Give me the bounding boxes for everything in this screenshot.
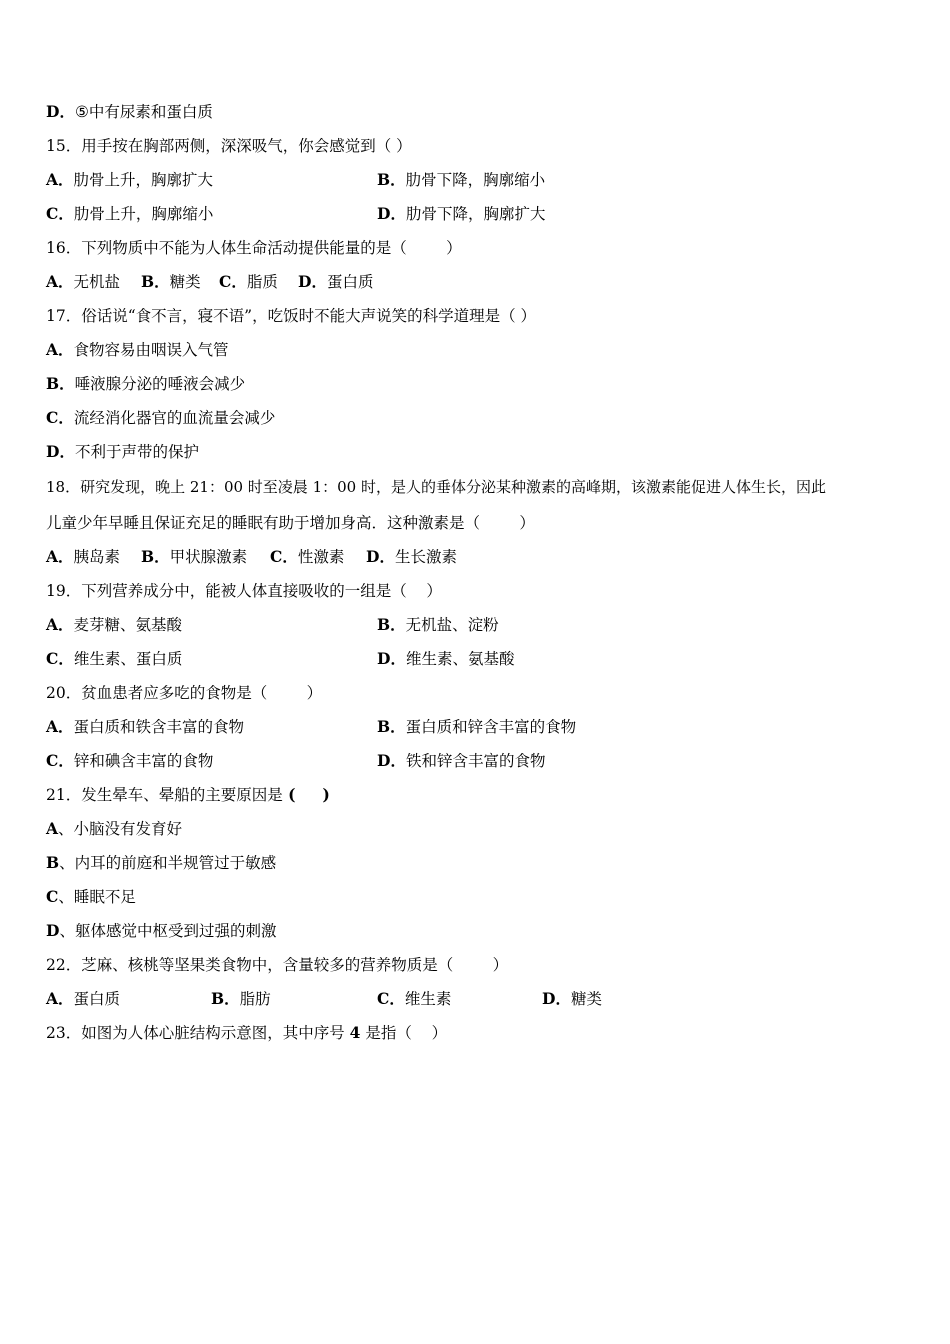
option-text: 糖类 xyxy=(169,273,201,291)
option-text: 锌和碘含丰富的食物 xyxy=(73,752,214,770)
option-text: ⑤中有尿素和蛋白质 xyxy=(74,103,213,121)
option-text: 肋骨上升，胸廓扩大 xyxy=(73,171,214,189)
option-label: B xyxy=(46,853,60,872)
option-label: B． xyxy=(46,374,75,393)
q21-option-a xyxy=(46,819,182,839)
q22-stem: 22．芝麻、核桃等坚果类食物中，含量较多的营养物质是（ ） xyxy=(46,956,509,974)
option-label: D． xyxy=(46,442,75,461)
option-text: 唾液腺分泌的唾液会减少 xyxy=(74,375,246,393)
q18-stem-line1: 18．研究发现，晚上 21：00 时至凌晨 1：00 时，是人的垂体分泌某种激素的高峰期，该激素能促进人体生长，因此 xyxy=(46,478,826,496)
q17-option-d xyxy=(46,442,199,462)
option-text: 蛋白质和锌含丰富的食物 xyxy=(405,718,577,736)
option-label: B． xyxy=(377,615,406,634)
q23-stem xyxy=(46,1023,447,1043)
q21-stem xyxy=(46,785,330,805)
option-label: D xyxy=(46,921,60,940)
option-text: 脂肪 xyxy=(239,990,271,1008)
q21-answer-paren: ( ) xyxy=(282,785,330,804)
option-text: 铁和锌含丰富的食物 xyxy=(405,752,546,770)
option-label: A xyxy=(46,819,59,838)
option-text: 肋骨下降，胸廓扩大 xyxy=(405,205,546,223)
option-label: D． xyxy=(377,649,406,668)
option-label: B． xyxy=(377,717,406,736)
option-text: 糖类 xyxy=(570,990,602,1008)
q19-option-b xyxy=(377,615,499,635)
option-text: 蛋白质和铁含丰富的食物 xyxy=(73,718,245,736)
option-label: A． xyxy=(46,170,74,189)
option-text: 、睡眠不足 xyxy=(58,888,136,906)
option-text: 脂质 xyxy=(246,273,278,291)
q15-option-d xyxy=(377,204,545,224)
option-text: 麦芽糖、氨基酸 xyxy=(73,616,183,634)
option-text: 维生素、氨基酸 xyxy=(405,650,515,668)
q17-option-c xyxy=(46,408,275,428)
option-text: 、内耳的前庭和半规管过于敏感 xyxy=(59,854,277,872)
q18-option-a xyxy=(46,547,120,567)
q17-stem: 17．俗话说“食不言，寝不语”，吃饭时不能大声说笑的科学道理是（ ） xyxy=(46,307,537,325)
option-text: 食物容易由咽误入气管 xyxy=(73,341,229,359)
q20-option-c xyxy=(46,751,213,771)
q22-option-a xyxy=(46,989,120,1009)
option-label: A． xyxy=(46,272,74,291)
q18-stem-line2: 儿童少年早睡且保证充足的睡眠有助于增加身高．这种激素是（ ） xyxy=(46,514,535,532)
option-label: D． xyxy=(46,102,75,121)
option-text: 蛋白质 xyxy=(73,990,121,1008)
q16-option-c xyxy=(219,272,278,292)
q18-option-d xyxy=(366,547,457,567)
option-text: 、小脑没有发育好 xyxy=(58,820,183,838)
q21-option-c xyxy=(46,887,136,907)
q17-option-a xyxy=(46,340,229,360)
q15-stem: 15．用手按在胸部两侧，深深吸气，你会感觉到（ ） xyxy=(46,137,412,155)
q20-option-b xyxy=(377,717,576,737)
option-text: 、躯体感觉中枢受到过强的刺激 xyxy=(59,922,277,940)
option-text: 胰岛素 xyxy=(73,548,121,566)
option-label: D． xyxy=(366,547,395,566)
option-label: B． xyxy=(377,170,406,189)
option-label: A． xyxy=(46,547,74,566)
q16-option-a xyxy=(46,272,120,292)
q16-option-d xyxy=(298,272,373,292)
option-label: C． xyxy=(46,204,74,223)
option-text: 流经消化器官的血流量会减少 xyxy=(73,409,276,427)
option-text: 无机盐、淀粉 xyxy=(405,616,499,634)
option-text: 肋骨上升，胸廓缩小 xyxy=(73,205,214,223)
q20-stem: 20．贫血患者应多吃的食物是（ ） xyxy=(46,684,323,702)
q22-option-d xyxy=(542,989,602,1009)
q20-option-a xyxy=(46,717,244,737)
option-label: C． xyxy=(377,989,405,1008)
q19-option-d xyxy=(377,649,514,669)
q18-option-c xyxy=(270,547,344,567)
option-label: C． xyxy=(270,547,298,566)
option-label: C xyxy=(46,887,59,906)
option-text: 甲状腺激素 xyxy=(169,548,248,566)
option-label: C． xyxy=(46,649,74,668)
q16-stem: 16．下列物质中不能为人体生命活动提供能量的是（ ） xyxy=(46,239,462,257)
q20-option-d xyxy=(377,751,545,771)
option-text: 性激素 xyxy=(297,548,345,566)
option-text: 肋骨下降，胸廓缩小 xyxy=(405,171,546,189)
q23-stem-tail: 是指（ ） xyxy=(360,1024,448,1042)
option-label: B． xyxy=(141,272,170,291)
option-label: B． xyxy=(141,547,170,566)
q15-option-a xyxy=(46,170,213,190)
q19-option-c xyxy=(46,649,182,669)
option-label: D． xyxy=(298,272,327,291)
option-text: 生长激素 xyxy=(394,548,457,566)
option-label: D． xyxy=(377,751,406,770)
q19-option-a xyxy=(46,615,182,635)
q15-option-c xyxy=(46,204,213,224)
q22-option-b xyxy=(211,989,271,1009)
q14-option-d xyxy=(46,102,213,122)
q21-stem-text: 21．发生晕车、晕船的主要原因是 xyxy=(46,786,283,804)
q15-option-b xyxy=(377,170,545,190)
option-label: B． xyxy=(211,989,240,1008)
q23-stem-text: 23．如图为人体心脏结构示意图，其中序号 xyxy=(46,1024,350,1042)
option-label: D． xyxy=(377,204,406,223)
q16-option-b xyxy=(141,272,201,292)
option-label: A． xyxy=(46,717,74,736)
option-text: 蛋白质 xyxy=(326,273,374,291)
option-text: 维生素、蛋白质 xyxy=(73,650,183,668)
option-label: C． xyxy=(219,272,247,291)
q21-option-d xyxy=(46,921,276,941)
option-label: A． xyxy=(46,615,74,634)
option-label: A． xyxy=(46,340,74,359)
q23-number: 4 xyxy=(349,1023,361,1042)
q22-option-c xyxy=(377,989,451,1009)
q19-stem: 19．下列营养成分中，能被人体直接吸收的一组是（ ） xyxy=(46,582,442,600)
option-text: 无机盐 xyxy=(73,273,121,291)
q21-option-b xyxy=(46,853,276,873)
q17-option-b xyxy=(46,374,245,394)
option-label: A． xyxy=(46,989,74,1008)
option-text: 不利于声带的保护 xyxy=(74,443,199,461)
option-label: C． xyxy=(46,408,74,427)
q18-option-b xyxy=(141,547,247,567)
option-text: 维生素 xyxy=(404,990,452,1008)
option-label: D． xyxy=(542,989,571,1008)
option-label: C． xyxy=(46,751,74,770)
